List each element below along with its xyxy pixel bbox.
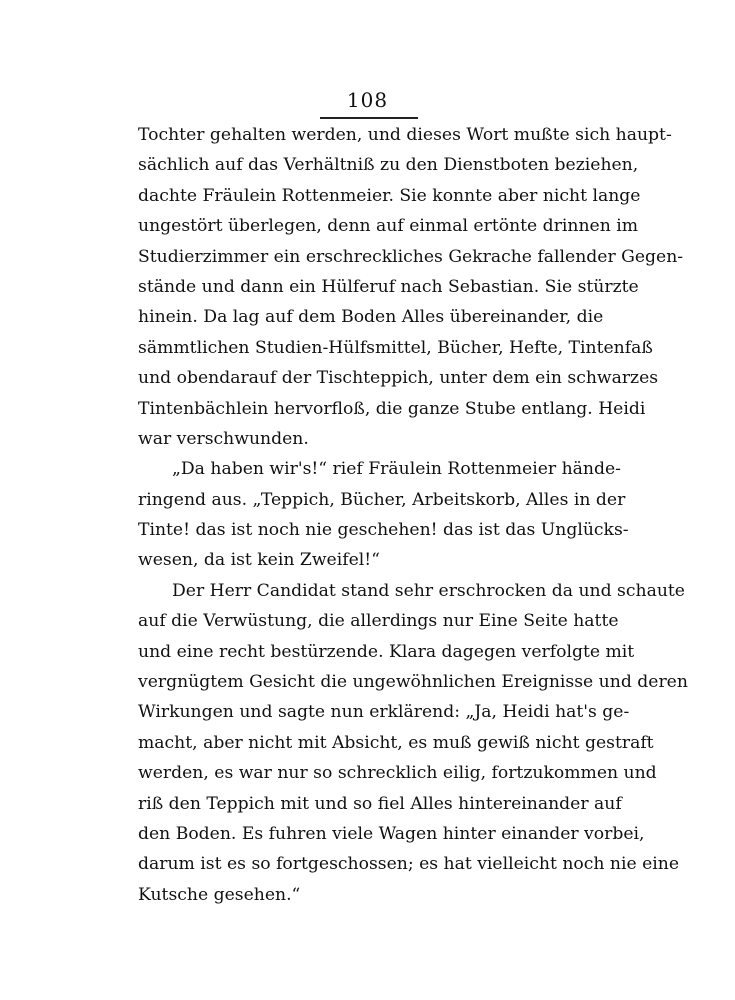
text-line: werden, es war nur so schrecklich eilig, fortzukommen und	[138, 763, 657, 784]
text-line: Studierzimmer ein erschreckliches Gekrache fallender Gegen-	[138, 246, 684, 267]
text-line: hinein. Da lag auf dem Boden Alles übereinander, die	[138, 307, 604, 328]
text-line: und eine recht bestürzende. Klara dagegen verfolgte mit	[138, 641, 635, 662]
text-line: dachte Fräulein Rottenmeier. Sie konnte aber nicht lange	[138, 185, 641, 206]
text-line: auf die Verwüstung, die allerdings nur Eine Seite hatte	[138, 611, 619, 632]
text-line: Wirkungen und sagte nun erklärend: „Ja, Heidi hat's ge-	[138, 702, 630, 723]
text-line: Der Herr Candidat stand sehr erschrocken da und schaute	[172, 580, 685, 601]
text-line: war verschwunden.	[138, 428, 309, 449]
text-line: sächlich auf das Verhältniß zu den Dienstboten beziehen,	[138, 155, 639, 176]
text-line: wesen, da ist kein Zweifel!“	[138, 550, 380, 571]
body-text	[138, 120, 688, 910]
text-line: darum ist es so fortgeschossen; es hat vielleicht noch nie eine	[138, 854, 680, 875]
text-line: macht, aber nicht mit Absicht, es muß gewiß nicht gestraft	[138, 732, 654, 753]
text-line: riß den Teppich mit und so fiel Alles hintereinander auf	[138, 793, 622, 814]
text-line: ungestört überlegen, denn auf einmal ertönte drinnen im	[138, 216, 639, 237]
text-line: „Da haben wir's!“ rief Fräulein Rottenmeier hände-	[172, 459, 621, 480]
text-line: Tochter gehalten werden, und dieses Wort mußte sich haupt-	[138, 125, 672, 145]
text-line: Tintenbächlein hervorfloß, die ganze Stube entlang. Heidi	[138, 398, 646, 419]
text-line: Tinte! das ist noch nie geschehen! das ist das Unglücks-	[138, 520, 629, 541]
text-line: stände und dann ein Hülferuf nach Sebastian. Sie stürzte	[138, 276, 639, 297]
text-line: und obendarauf der Tischteppich, unter dem ein schwarzes	[138, 368, 659, 389]
text-line: den Boden. Es fuhren viele Wagen hinter einander vorbei,	[138, 823, 645, 844]
text-line: sämmtlichen Studien-Hülfsmittel, Bücher, Hefte, Tintenfaß	[138, 337, 653, 358]
page-number: 108	[346, 88, 389, 112]
text-line: Kutsche gesehen.“	[138, 884, 301, 905]
text-line: ringend aus. „Teppich, Bücher, Arbeitskorb, Alles in der	[138, 489, 626, 510]
text-line: vergnügtem Gesicht die ungewöhnlichen Ereignisse und deren	[138, 672, 688, 693]
header-rule	[320, 117, 418, 119]
